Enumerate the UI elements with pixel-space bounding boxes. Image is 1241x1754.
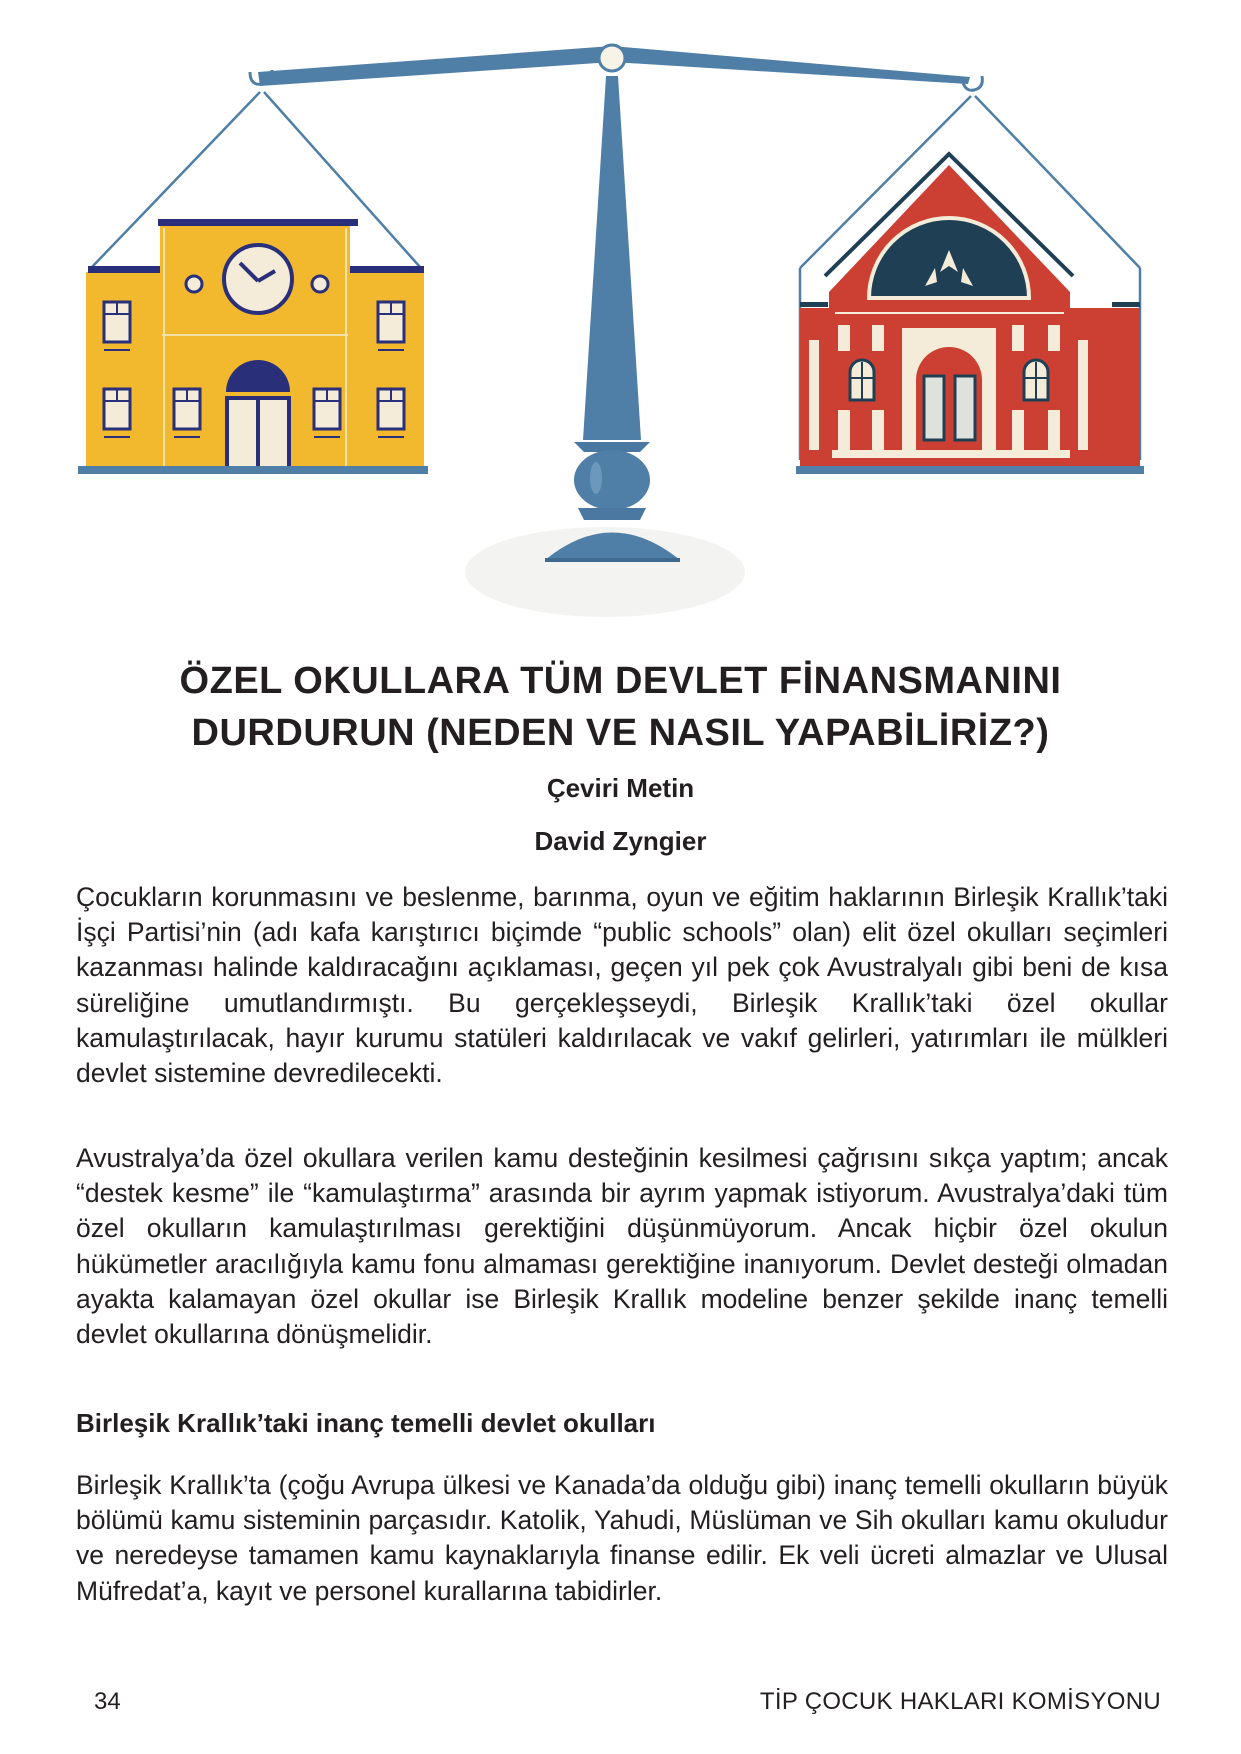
title-line-2: DURDURUN (NEDEN VE NASIL YAPABİLİRİZ?) — [191, 712, 1050, 754]
section-heading: Birleşik Krallık’taki inanç temelli devlet okulları — [76, 1408, 656, 1438]
right-scale-tray — [796, 466, 1144, 474]
page-number: 34 — [94, 1688, 121, 1715]
paragraph-3: Birleşik Krallık’ta (çoğu Avrupa ülkesi ve Kanada’da olduğu gibi) inanç temelli okulların büyük bölümü kamu sisteminin parçasıdır. Katolik, Yahudi, Müslüman ve Sih okulları kamu okuludur ve neredeyse tamamen kamu kaynaklarıyla finanse edilir. Ek veli ücreti almazlar ve Ulusal Müfredat’a, kayıt ve personel kurallarına tabidirler. — [76, 1470, 1168, 1606]
entrance-door — [924, 376, 944, 440]
scale-pivot — [599, 45, 625, 71]
paragraph-2: Avustralya’da özel okullara verilen kamu desteğinin kesilmesi çağrısını sıkça yaptım; ancak “destek kesme” ile “kamulaştırma” arasında bir ayrım yapmak istiyorum. Avustralya’daki tüm özel okulların kamulaştırılması gerektiğini düşünmüyorum. Ancak hiçbir özel okulun hükümetler aracılığıyla kamu fonu almaması gerektiğine inanıyorum. Devlet desteği olmadan ayakta kalamayan özel okullar ise Birleşik Krallık modeline benzer şekilde inanç temelli devlet okullarına dönüşmelidir. — [76, 1143, 1168, 1350]
paragraph-1: Çocukların korunmasını ve beslenme, barınma, oyun ve eğitim haklarının Birleşik Krallık’taki İşçi Partisi’nin (adı kafa karıştırıcı biçimde “public schools” olan) elit özel okulları seçimleri kazanması halinde kaldıracağını açıklaması, geçen yıl pek çok Avustralyalı gibi beni de kısa süreliğine umutlandırmıştı. Bu gerçekleşseydi, Birleşik Krallık’taki özel okullar kamulaştırılacak, hayır kurumu statüleri kaldırılacak ve vakıf gelirleri, yatırımları ile mülkleri devlet sistemine devredilecekti. — [76, 882, 1168, 1089]
scale-pillar — [583, 76, 641, 440]
left-scale-tray — [78, 466, 428, 474]
yellow-school-building — [78, 219, 428, 474]
article-subtitle: Çeviri Metin — [546, 773, 695, 803]
title-line-1: ÖZEL OKULLARA TÜM DEVLET FİNANSMANINI — [179, 660, 1062, 702]
footer-organization: TİP ÇOCUK HAKLARI KOMİSYONU — [759, 1688, 1161, 1715]
clock-icon — [224, 245, 292, 313]
red-school-building — [796, 154, 1144, 474]
article-title — [80, 655, 1161, 759]
balance-scale-illustration — [0, 0, 1241, 630]
article-author: David Zyngier — [534, 826, 707, 856]
